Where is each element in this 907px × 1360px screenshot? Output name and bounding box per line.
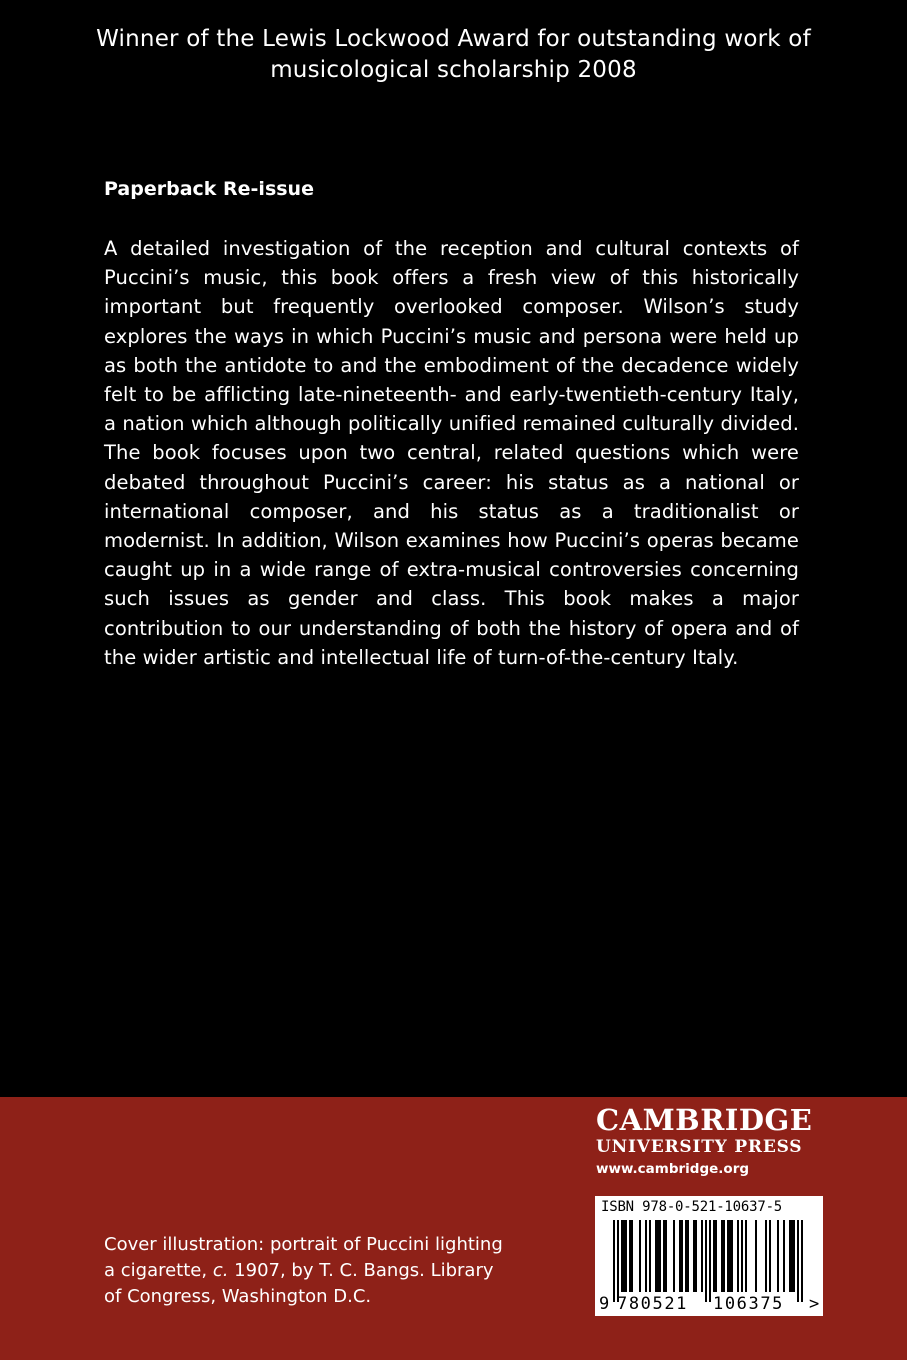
cover-credit xyxy=(104,1232,514,1310)
barcode-bar xyxy=(791,1220,793,1292)
isbn-barcode xyxy=(595,1196,823,1316)
credit-text-2: 1907, by T. C. Bangs. Library of Congress, Washington D.C. xyxy=(104,1260,494,1307)
barcode-bar xyxy=(741,1220,743,1292)
award-statement xyxy=(60,24,847,86)
barcode-first-digit: 9 xyxy=(599,1294,610,1314)
barcode-bar xyxy=(755,1220,757,1292)
barcode-bar xyxy=(631,1220,633,1292)
award-line-2: musicological scholarship 2008 xyxy=(270,57,637,83)
barcode-bar xyxy=(731,1220,733,1292)
barcode-bar xyxy=(657,1220,659,1292)
barcode-bar xyxy=(693,1220,695,1292)
barcode-bar xyxy=(659,1220,661,1292)
publisher-logo xyxy=(596,1104,826,1180)
barcode-bar xyxy=(681,1220,683,1292)
barcode-bar xyxy=(663,1220,665,1292)
barcode-guard-bar xyxy=(801,1220,803,1302)
barcode-bar xyxy=(713,1220,715,1292)
barcode-bar xyxy=(623,1220,625,1292)
publisher-url: www.cambridge.org xyxy=(596,1161,750,1177)
credit-text-1: Cover illustration: portrait of Puccini lighting a cigarette, xyxy=(104,1234,503,1281)
barcode-bar xyxy=(793,1220,795,1292)
barcode-bar xyxy=(769,1220,771,1292)
barcode-bar xyxy=(695,1220,697,1292)
barcode-bar xyxy=(765,1220,767,1292)
barcode-bar xyxy=(645,1220,647,1292)
barcode-right-digits: 106375 xyxy=(713,1294,785,1314)
barcode-bar xyxy=(777,1220,779,1292)
award-line-1: Winner of the Lewis Lockwood Award for outstanding work of xyxy=(96,26,811,52)
edition-label: Paperback Re-issue xyxy=(104,178,314,200)
barcode-guard-bar xyxy=(705,1220,707,1302)
barcode-guard-bar xyxy=(709,1220,711,1302)
barcode-guard-bar xyxy=(613,1220,615,1302)
barcode-guard-bar xyxy=(617,1220,619,1302)
isbn-label: ISBN 978-0-521-10637-5 xyxy=(601,1199,783,1215)
barcode-bar xyxy=(639,1220,641,1292)
barcode-arrow: > xyxy=(809,1294,820,1314)
barcode-bar xyxy=(729,1220,731,1292)
barcode-bar xyxy=(789,1220,791,1292)
barcode-bar xyxy=(727,1220,729,1292)
barcode-bar xyxy=(701,1220,703,1292)
barcode-bar xyxy=(737,1220,739,1292)
barcode-bar xyxy=(715,1220,717,1292)
barcode-bar xyxy=(649,1220,651,1292)
barcode-bar xyxy=(621,1220,623,1292)
barcode-bar xyxy=(783,1220,785,1292)
barcode-digits xyxy=(595,1294,823,1314)
barcode-bar xyxy=(687,1220,689,1292)
book-description: A detailed investigation of the reception and cultural contexts of Puccini’s music, this book offers a fresh view of this historically important but frequently overlooked composer. Wilson’s study explores the ways in which Puccini’s music and persona were held up as both the antidote to and the embodiment of the decadence widely felt to be afflicting late-nineteenth- and early-twentieth-century Italy, a nation which although politically unified remained culturally divided. The book focuses upon two central, related questions which were debated throughout Puccini’s career: his status as a national or international composer, and his status as a traditionalist or modernist. In addition, Wilson examines how Puccini’s operas became caught up in a wide range of extra-musical controversies concerning such issues as gender and class. This book makes a major contribution to our understanding of both the history of opera and of the wider artistic and intellectual life of turn-of-the-century Italy. xyxy=(104,237,799,669)
barcode-bar xyxy=(673,1220,675,1292)
barcode-guard-bar xyxy=(797,1220,799,1302)
barcode-bar xyxy=(723,1220,725,1292)
credit-circa: c. xyxy=(212,1260,229,1281)
barcode-left-digits: 780521 xyxy=(617,1294,689,1314)
barcode-bar xyxy=(665,1220,667,1292)
barcode-bar xyxy=(655,1220,657,1292)
barcode-bar xyxy=(679,1220,681,1292)
barcode-bar xyxy=(629,1220,631,1292)
barcode-bar xyxy=(721,1220,723,1292)
barcode-bar xyxy=(625,1220,627,1292)
publisher-name: CAMBRIDGE xyxy=(596,1103,813,1137)
publisher-subname: UNIVERSITY PRESS xyxy=(596,1137,803,1157)
barcode-bar xyxy=(685,1220,687,1292)
barcode-bar xyxy=(745,1220,747,1292)
